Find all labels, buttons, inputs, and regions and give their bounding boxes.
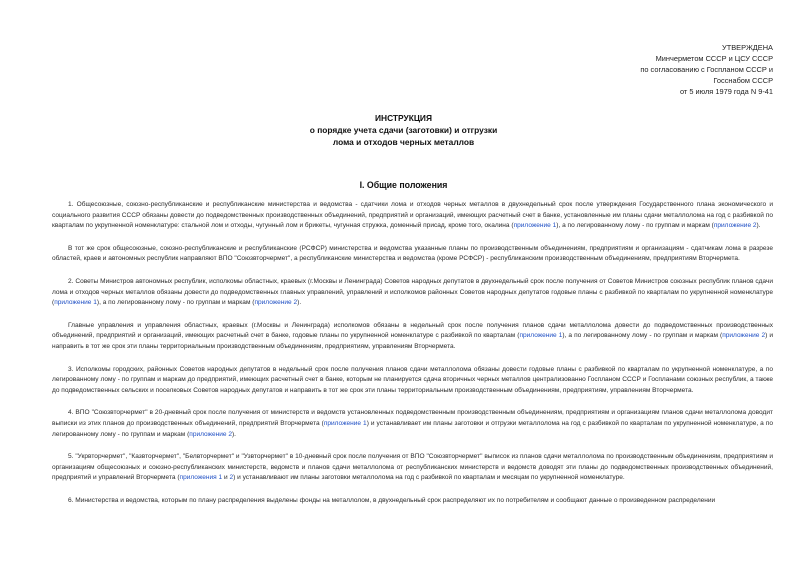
appendix-2-link[interactable]: приложение 2 [713, 222, 757, 230]
paragraph-text: ), а по легированному лому - по группам и маркам ( [562, 332, 723, 340]
title-line: лома и отходов черных металлов [332, 137, 475, 147]
approval-line: Минчерметом СССР и ЦСУ СССР [655, 54, 773, 63]
paragraph-text: ). [231, 430, 236, 438]
appendix-1-link[interactable]: приложение 1 [519, 332, 563, 340]
paragraph-2 [52, 244, 773, 265]
approval-line: от 5 июля 1979 года N 9-41 [679, 87, 773, 96]
paragraph-text: ). [297, 299, 302, 307]
document-body [52, 200, 773, 518]
paragraph-text: 1. Общесоюзные, союзно-республиканские и республиканские министерства и ведомства - сдатчики лома и отходов черных металлов в двухнедельный срок после утверждения Государственного плана экономического и социального развития СССР обязаны довести до подведомственных производственных объединений, предприятий и организаций, имеющих расчетный счет в банке, установленные им планы сдачи металлолома на год с разбивкой по кварталам по укрупненной номенклатуре: стальной лом и отходы, чугунный лом и брикеты, чугунная стружка, доменный присад, кроме того, окалина ( [52, 201, 773, 230]
title-line: ИНСТРУКЦИЯ [375, 113, 432, 123]
paragraph-text: В тот же срок общесоюзные, союзно-республиканские и республиканские (РСФСР) министерства и ведомства указанные планы по производственным объединениям, предприятиям и организациям - сдатчикам лома в разрезе областей, краев и автономных республик направляют ВПО "Союзвторчермет", а республиканские министерства и ведомства (кроме РСФСР) - республиканским производственным объединениям, предприятиям Вторчермета. [52, 244, 773, 263]
paragraph-text: и [222, 474, 230, 482]
paragraph-8 [52, 496, 773, 507]
appendix-1-link[interactable]: приложение 1 [513, 222, 557, 230]
paragraph-text: ) и направить в тот же срок эти планы территориальным производственным объединениям, предприятиям, управлениям Вторчермета. [52, 332, 774, 350]
appendix-1-link[interactable]: приложения 1 [179, 474, 223, 482]
appendix-2-link[interactable]: 2 [229, 474, 234, 482]
paragraph-text: ), а по легированному лому - по группам и маркам ( [96, 299, 255, 307]
paragraph-6 [52, 408, 773, 440]
paragraph-text: 6. Министерства и ведомства, которым по плану распределения выделены фонды на металлолом, в двухнедельный срок распределяют их по потребителям и сообщают данные о произведенном распределении [68, 496, 716, 504]
paragraph-text: ), а по легированному лому - по группам и маркам ( [556, 222, 714, 230]
paragraph-1 [52, 200, 773, 232]
paragraph-4 [52, 321, 773, 353]
paragraph-text: 3. Исполкомы городских, районных Советов народных депутатов в недельный срок после получения планов сдачи металлолома обязаны довести годовые планы с разбивкой по кварталам по укрупненной номенклатуре, а по легированному лому - по группам и маркам до предприятий, имеющих расчетный счет в банке, которым не планируется сдача вторичных черных металлов централизованно Госпланом СССР и Госпланами союзных республик, а также до подведомственных сельских и поселковых Советов народных депутатов и направить в тот же срок эти планы территориальным производственным объединениям, предприятиям, управлениям Вторчермета. [52, 365, 773, 394]
paragraph-text: ). [756, 222, 761, 230]
title-line: о порядке учета сдачи (заготовки) и отгрузки [309, 125, 498, 135]
approval-block [640, 42, 773, 97]
paragraph-text: ) и устанавливают им планы заготовки металлолома на год с разбивкой по кварталам и месяцам по укрупненной номенклатуре. [233, 474, 625, 482]
paragraph-text: Главные управления и управления областных, краевых (г.Москвы и Ленинграда) исполкомов обязаны в недельный срок после получения планов сдачи металлолома довести до подведомственных производственных объединений, предприятий и организаций, имеющих расчетный счет в банке, годовые планы по укрупненной номенклатуре с разбивкой по кварталам ( [52, 321, 773, 340]
paragraph-text: 4. ВПО "Союзвторчермет" в 20-дневный срок после получения от министерств и ведомств установленных подведомственным производственным объединениям, предприятиям и организациям планов сдачи металлолома доводит выписки из этих планов до производственных объединений, предприятий Вторчермета ( [52, 409, 773, 427]
appendix-2-link[interactable]: приложение 2 [189, 430, 232, 438]
paragraph-7 [52, 452, 773, 484]
paragraph-text: 2. Советы Министров автономных республик, исполкомы областных, краевых (г.Москвы и Ленинграда) Советов народных депутатов в двухнедельный срок после получения от Советов Министров союзных республик планов сдачи лома и отходов черных металлов обязаны довести до подведомственных главных управлений, управлений и исполкомов районных Советов народных депутатов годовые планы с разбивкой по кварталам по укрупненной номенклатуре ( [52, 277, 773, 307]
appendix-1-link[interactable]: приложение 1 [54, 299, 97, 307]
paragraph-text: ) и устанавливает им планы заготовки и отгрузки металлолома на год с разбивкой по кварталам по укрупненной номенклатуре, а по легированному лому - по группам и маркам ( [52, 419, 773, 438]
paragraph-3 [52, 277, 773, 309]
document-title [0, 112, 807, 148]
appendix-2-link[interactable]: приложение 2 [254, 299, 298, 307]
appendix-1-link[interactable]: приложение 1 [323, 419, 367, 427]
paragraph-text: 5. "Укрвторчермет", "Казвторчермет", "Белвторчермет" и "Узвторчермет" в 10-дневный срок после получения от ВПО "Союзвторчермет" выписок из планов сдачи металлолома по производственным объединениям, предприятиям и организациям общесоюзных и союзно-республиканских министерств, ведомств и планов сдачи металлолома от республиканских министерств и ведомств доводят эти планы до подведомственных производственных объединений, предприятий и управлений Вторчермета ( [52, 453, 773, 482]
appendix-2-link[interactable]: приложение 2 [722, 332, 766, 340]
section-heading: I. Общие положения [359, 180, 448, 190]
approval-line: по согласованию с Госпланом СССР и [640, 65, 773, 74]
paragraph-5 [52, 365, 773, 397]
approval-line: Госснабом СССР [713, 76, 773, 85]
approval-line: УТВЕРЖДЕНА [722, 43, 773, 52]
